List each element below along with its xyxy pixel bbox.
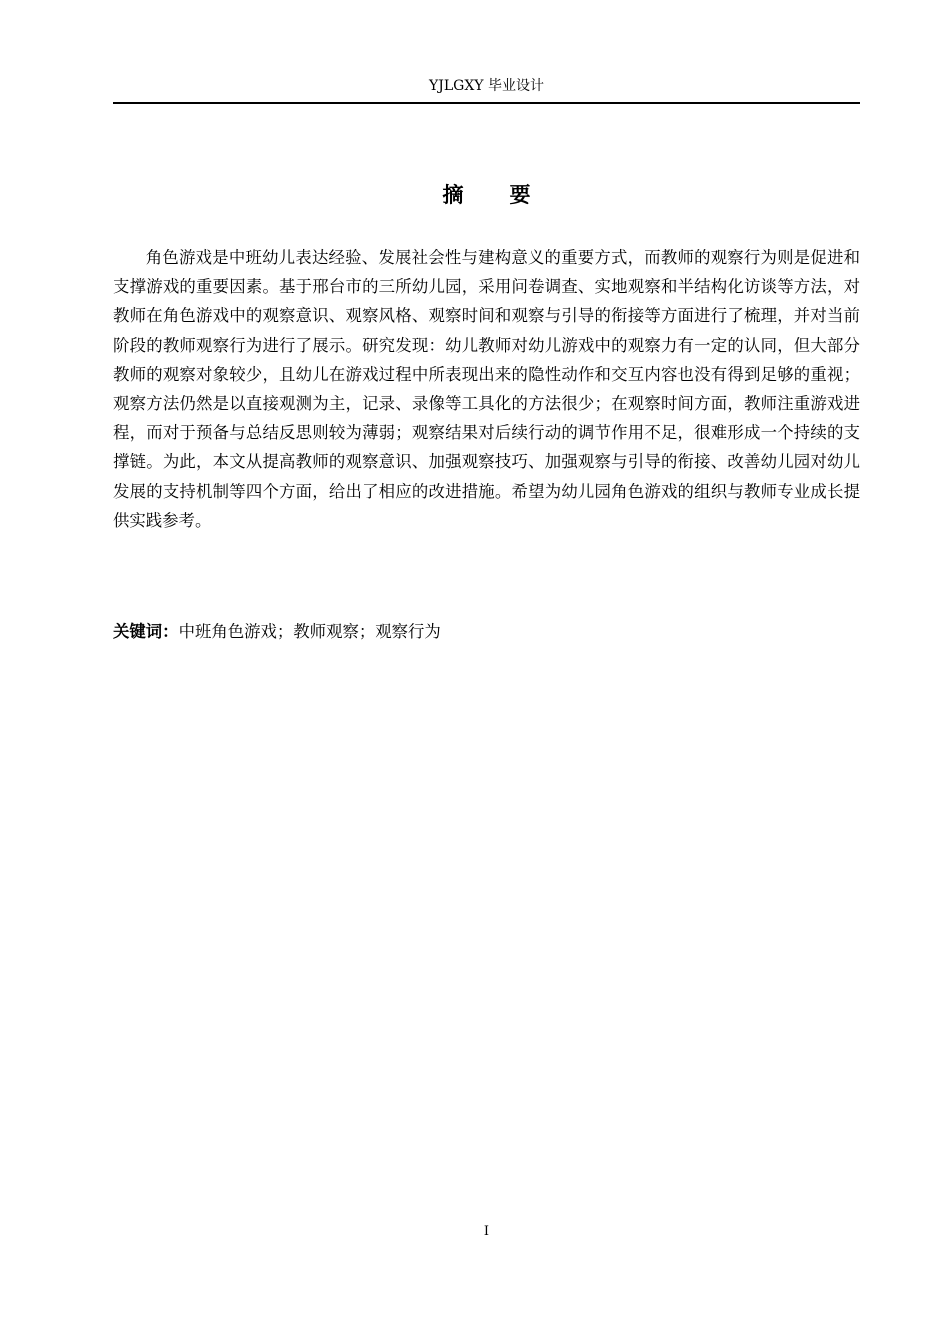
- abstract-body: 角色游戏是中班幼儿表达经验、发展社会性与建构意义的重要方式，而教师的观察行为则是促进和支撑游戏的重要因素。基于邢台市的三所幼儿园，采用问卷调查、实地观察和半结构化访谈等方法，对教师在角色游戏中的观察意识、观察风格、观察时间和观察与引导的衔接等方面进行了梳理，并对当前阶段的教师观察行为进行了展示。研究发现：幼儿教师对幼儿游戏中的观察力有一定的认同，但大部分教师的观察对象较少，且幼儿在游戏过程中所表现出来的隐性动作和交互内容也没有得到足够的重视；观察方法仍然是以直接观测为主，记录、录像等工具化的方法很少；在观察时间方面，教师注重游戏进程，而对于预备与总结反思则较为薄弱；观察结果对后续行动的调节作用不足，很难形成一个持续的支撑链。为此，本文从提高教师的观察意识、加强观察技巧、加强观察与引导的衔接、改善幼儿园对幼儿发展的支持机制等四个方面，给出了相应的改进措施。希望为幼儿园角色游戏的组织与教师专业成长提供实践参考。: [113, 248, 860, 530]
- page-header: [113, 76, 860, 104]
- keywords-label: 关键词：: [113, 622, 179, 641]
- abstract-title-char-1: 摘: [442, 183, 464, 207]
- abstract-title-char-2: 要: [509, 183, 531, 207]
- abstract-title: [113, 178, 860, 212]
- page-number: I: [483, 1224, 490, 1239]
- keywords-value: 中班角色游戏；教师观察；观察行为: [178, 622, 441, 641]
- running-title: YJLGXY 毕业设计: [429, 78, 544, 94]
- keywords-line: [113, 619, 860, 645]
